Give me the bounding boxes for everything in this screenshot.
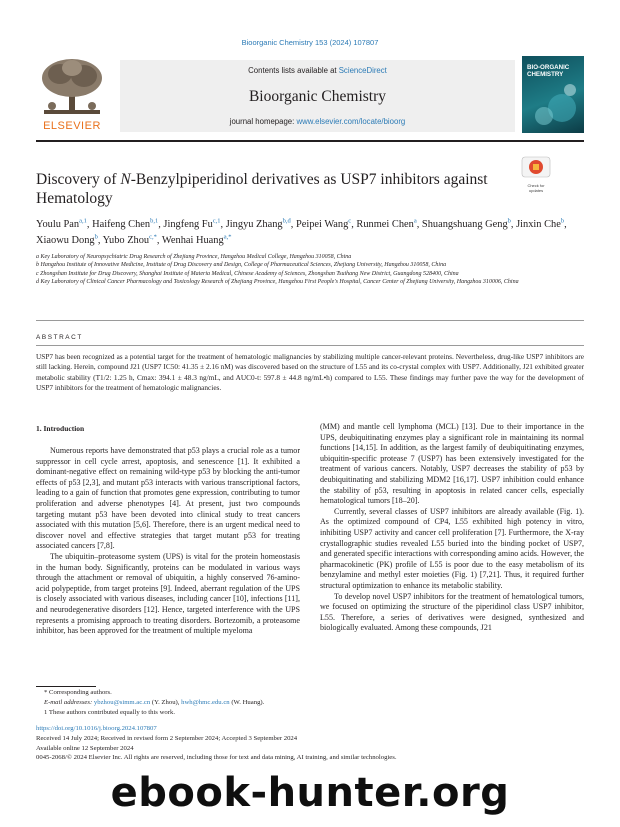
check-updates-icon <box>521 156 551 178</box>
homepage-line <box>120 117 515 126</box>
author-name: Runmei Chen <box>356 219 414 230</box>
online-date: Available online 12 September 2024 <box>36 744 134 752</box>
abstract-text: USP7 has been recognized as a potential target for the treatment of hematologic malignancies by stabilizing multiple cancer-relevant proteins. Nevertheless, drug-like USP7 inhibitors are still lacking. Herein, compound J21 (USP7 IC50: 41.35 ± 2.16 nM) was discovered based on the structure of L55 and its co-crystal complex with USP7. Additionally, J21 exhibited greater metabolic stability (T1/2: 1.25 h, Cmax: 394.1 ± 48.3 ng/mL, and AUC0-t: 597.8 ± 44.8 ng/mL•h) compared to L55. These findings may further pave the way for the development of USP7 inhibitors for the treatment of hematologic malignancies. <box>36 352 584 393</box>
body-column-left <box>36 446 300 637</box>
footnote-rule <box>36 686 96 687</box>
author-name: Jingfeng Fu <box>163 219 213 230</box>
author-affiliation-marker: a,* <box>223 233 232 241</box>
sciencedirect-link[interactable]: ScienceDirect <box>338 66 387 75</box>
check-updates-label: Check for updates <box>527 183 545 193</box>
copyright-notice: 0045-2068/© 2024 Elsevier Inc. All rights are reserved, including those for text and data mining, AI training, and similar technologies. <box>36 754 397 762</box>
author-affiliation-marker: b,1 <box>150 217 159 225</box>
cover-title: BIO-ORGANIC CHEMISTRY <box>527 64 570 78</box>
author[interactable] <box>36 219 87 230</box>
paragraph: The ubiquitin–proteasome system (UPS) is vital for the protein homeostasis in the human body. Significantly, proteins can be modulated in various ways through the attachment or removal of ubiquitin, a highly conserved 76-amino-acid polypeptide, from target proteins [9]. Indeed, aberrant regulation of the UPS is closely associated with various diseases, including cancer [10], infections [11], and neurodegenerative disorders [12]. Hence, targeted interference with the UPS represents a promising approach to treating disorders. Bortezomib, a proteasome inhibitor, has been approved for the treatment of multiple myeloma <box>36 551 300 636</box>
author-name: Wenhai Huang <box>161 235 224 246</box>
contents-line <box>120 66 515 75</box>
header-rule <box>36 140 584 142</box>
received-dates: Received 14 July 2024; Received in revised form 2 September 2024; Accepted 3 September 2024 <box>36 734 298 742</box>
email-prefix: E-mail addresses: <box>44 699 94 706</box>
author-affiliation-marker: c,* <box>149 233 157 241</box>
journal-masthead <box>120 60 515 132</box>
equal-contribution-note: 1 These authors contributed equally to this work. <box>44 709 176 716</box>
author-affiliation-marker: c,1 <box>212 217 221 225</box>
homepage-prefix: journal homepage: <box>229 117 297 126</box>
author-name: Peipei Wang <box>295 219 349 230</box>
author-name: Shuangshuang Geng <box>421 219 508 230</box>
author-name: Youlu Pan <box>36 219 80 230</box>
footnotes <box>44 688 564 718</box>
abstract-rule <box>36 345 584 346</box>
watermark: ebook-hunter.org <box>110 770 510 816</box>
author[interactable] <box>356 219 416 230</box>
author-affiliation-marker: b,d <box>282 217 291 225</box>
publication-info <box>36 724 584 763</box>
corresponding-note: * Corresponding authors. <box>44 689 112 696</box>
author-name: Xiaowu Dong <box>36 235 95 246</box>
author-name: Yubo Zhou <box>102 235 150 246</box>
author-list: Youlu Pan$^{a,1}$, Haifeng Chen$^{b,1}$, Jingfeng Fu$^{c,1}$, Jingyu Zhang$^{b,d}$, Peipei Wang$^c$, Runmei Chen$^a$, Shuangshuang Geng$^b$, Jinxin Che$^b$, Xiaowu Dong$^b$, Yubo Zhou$^{c,*}$, Wenhai Huang$^{a,*}$ <box>36 217 567 246</box>
email-name: (W. Huang). <box>229 699 265 706</box>
author-name: Haifeng Chen <box>92 219 151 230</box>
affiliation-line: d Key Laboratory of Clinical Cancer Pharmacology and Toxicology Research of Zhejiang Province, Hangzhou First People's Hospital, Cancer Center of Zhejiang University, Hangzhou 310006, China <box>36 278 519 285</box>
paragraph: To develop novel USP7 inhibitors for the treatment of hematological tumors, we focused on optimizing the structure of the piperidinol class USP7 inhibitor, L55. Therefore, a series of derivatives were designed, synthesized and biologically evaluated. Among these compounds, J21 <box>320 591 584 633</box>
author-affiliation-marker: c <box>348 217 352 225</box>
author[interactable] <box>226 219 291 230</box>
affiliation-line: a Key Laboratory of Neuropsychiatric Drug Research of Zhejiang Province, Hangzhou Medical College, Hangzhou 310058, China <box>36 254 352 260</box>
author[interactable] <box>163 219 220 230</box>
author[interactable] <box>516 219 564 230</box>
homepage-link[interactable]: www.elsevier.com/locate/bioorg <box>296 117 406 126</box>
title-italic: N <box>120 171 131 188</box>
author[interactable] <box>422 219 511 230</box>
check-for-updates-button[interactable] <box>521 156 551 193</box>
author[interactable] <box>92 219 158 230</box>
author-affiliation-marker: a,1 <box>79 217 87 225</box>
article-title <box>36 170 506 208</box>
author[interactable] <box>162 235 232 246</box>
author-affiliation-marker: b <box>507 217 511 225</box>
contents-prefix: Contents lists available at <box>248 66 339 75</box>
author[interactable] <box>103 235 157 246</box>
author-affiliation-marker: b <box>560 217 565 225</box>
journal-cover <box>522 56 584 133</box>
email-line <box>44 698 564 708</box>
email-name: (Y. Zhou), <box>150 699 182 706</box>
cover-art-icon <box>522 56 584 133</box>
email-link[interactable]: ybzhou@simm.ac.cn <box>93 699 151 706</box>
affiliation-line: b Hangzhou Institute of Innovative Medicine, Institute of Drug Discovery and Design, College of Pharmaceutical Sciences, Zhejiang University, Hangzhou 310058, China <box>36 262 447 269</box>
email-link[interactable]: hwh@hmc.edu.cn <box>181 699 230 706</box>
affiliation-line: c Zhongshan Institute for Drug Discovery, Shanghai Institute of Materia Medical, Chinese Academy of Sciences, Zhongshan Tsuihang New District, Guangdong 528400, China <box>36 270 459 277</box>
author-name: Jingyu Zhang <box>225 219 283 230</box>
journal-title: Bioorganic Chemistry <box>248 88 387 105</box>
paragraph: (MM) and mantle cell lymphoma (MCL) [13]. Due to their importance in the UPS, deubiquitinating enzymes play a significant role in maintaining its normal functions [14,15]. In addition, as the largest family of deubiquitinating enzymes, ubiquitin-specific protease 7 (USP7) has been extensively investigated for the treatment of various cancers. Notably, USP7 decreases the stability of p53 by deubiquitinating and stabilizing MDM2 [16,17]. USP7 inhibition could enhance the stability of p53, resulting in apoptosis in related cancer cells, especially hematological tumors [18–20]. <box>320 422 584 506</box>
elsevier-tree-icon <box>36 56 108 118</box>
abstract-top-rule <box>36 320 584 321</box>
body-column-right <box>320 422 584 634</box>
author[interactable] <box>36 235 98 246</box>
affiliations <box>36 253 556 286</box>
author-affiliation-marker: a <box>413 217 417 225</box>
citation-line[interactable]: Bioorganic Chemistry 153 (2024) 107807 <box>241 38 379 47</box>
paragraph: Numerous reports have demonstrated that p53 plays a crucial role as a tumor suppressor in cell cycle arrest, apoptosis, and senescence [1]. It exhibited a dominant-negative effect on remaining wild-type p53 by blocking the anti-tumor effects of p53 [2,3], and mutant p53 interacts with various transcriptional factors, leading to a gain of function that promotes gene expression, contributing to tumor proliferation and adverse phenotypes [4]. At present, just two compounds targeting mutant p53 have been devoted into clinical study to treat cancers associated with this mutation [5,6]. Therefore, there is an urgent medical need to discover novel and effective strategies that target mutant p53 for treating associated cancers [7,8]. <box>36 446 300 551</box>
author[interactable] <box>296 219 351 230</box>
section-heading: 1. Introduction <box>36 424 85 433</box>
abstract-heading: ABSTRACT <box>36 334 83 341</box>
title-part1: Discovery of <box>36 171 121 188</box>
elsevier-wordmark: ELSEVIER <box>43 120 101 132</box>
paragraph: Currently, several classes of USP7 inhibitors are already available (Fig. 1). As the optimized compound of CP4, L55 exhibited high potency in vitro, inhibiting USP7 activity and cancer cell proliferation [7]. Furthermore, the X-ray crystallographic studies revealed L55 buried into the binding pocket of USP7, and generated specific interactions with corresponding amino acids. However, the pharmacokinetic (PK) profile of L55 is poor due to the easy metabolism of its benzylamine and methyl ester moieties (Fig. 1) [7,21]. Thus, it required further structural optimization to enhance its metabolic stability. <box>320 506 584 590</box>
doi-link[interactable]: https://doi.org/10.1016/j.bioorg.2024.107807 <box>36 725 157 732</box>
author-name: Jinxin Che <box>516 219 561 230</box>
title-part2: -Benzylpiperidinol derivatives as USP7 inhibitors against Hematology <box>36 171 488 207</box>
author-affiliation-marker: b <box>94 233 98 241</box>
elsevier-logo <box>36 56 108 132</box>
